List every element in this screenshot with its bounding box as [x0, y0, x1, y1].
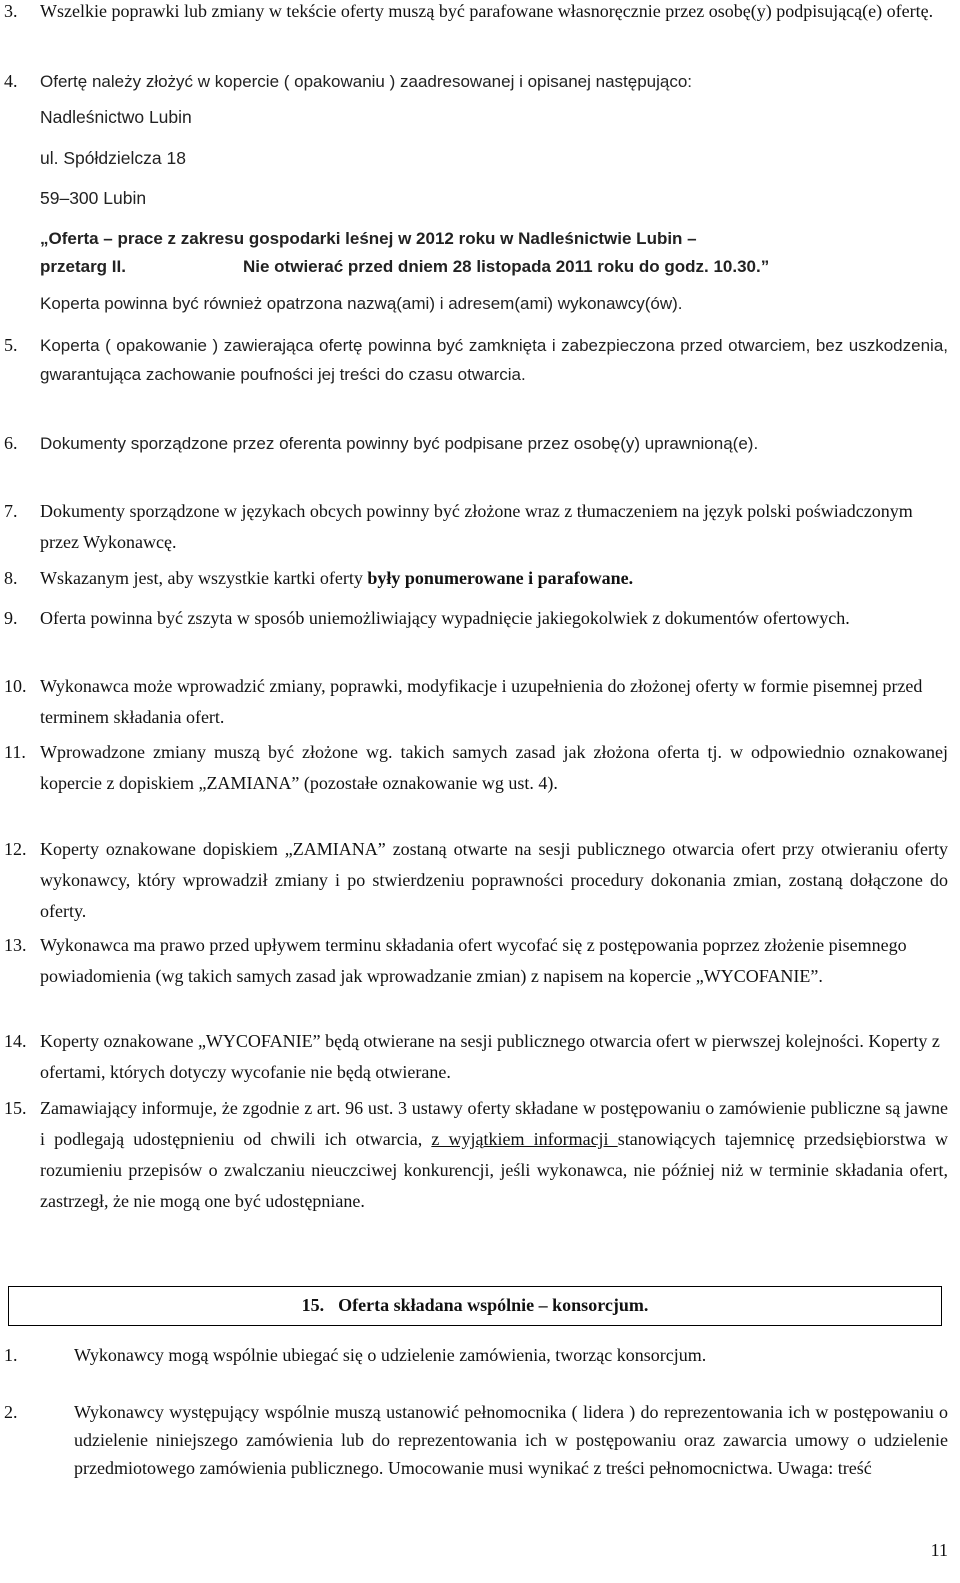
item-text: Ofertę należy złożyć w kopercie ( opakowaniu ) zaadresowanej i opisanej następująco:: [40, 72, 693, 91]
item-text: Wykonawca może wprowadzić zmiany, poprawki, modyfikacje i uzupełnienia do złożonej oferty w formie pisemnej przed terminem składania ofert.: [40, 676, 923, 727]
envelope-inscription-line-2a: przetarg II.: [40, 257, 126, 276]
list-item-11: [4, 737, 948, 799]
item-text: Wykonawca ma prawo przed upływem terminu składania ofert wycofać się z postępowania poprzez złożenie pisemnego powiadomienia (wg takich samych zasad jak wprowadzanie zmian) z napisem na kopercie „WYCOFANIE”.: [40, 935, 907, 986]
address-line-2: ul. Spółdzielcza 18: [40, 148, 186, 168]
item-text: Koperty oznakowane dopiskiem „ZAMIANA” zostaną otwarte na sesji publicznego otwarcia ofert przy otwieraniu oferty wykonawcy, który wprowadził zmiany i po stwierdzeniu poprawności procedury dokonania zmian, zostaną dołączone do oferty.: [40, 839, 948, 921]
item-number: 15.: [4, 1098, 27, 1118]
list-item-3: [4, 0, 948, 27]
item-number: 1.: [4, 1345, 18, 1365]
item-text-underlined: z wyjątkiem informacji: [431, 1129, 618, 1149]
item-number: 8.: [4, 568, 18, 588]
item-number: 9.: [4, 608, 18, 628]
envelope-inscription-line-2b: Nie otwierać przed dniem 28 listopada 2011 roku do godz. 10.30.”: [243, 257, 770, 276]
item-text: Wprowadzone zmiany muszą być złożone wg. takich samych zasad jak złożona oferta tj. w odpowiednio oznakowanej kopercie z dopiskiem „ZAMIANA” (pozostałe oznakowanie wg ust. 4).: [40, 742, 948, 793]
item-text: Koperta ( opakowanie ) zawierająca ofertę powinna być zamknięta i zabezpieczona przed otwarciem, bez uszkodzenia, gwarantująca zachowanie poufności jej treści do czasu otwarcia.: [40, 336, 948, 384]
section-item-2: [4, 1398, 948, 1482]
list-item-8: [4, 563, 948, 594]
list-item-15: [4, 1093, 948, 1217]
item-text: Oferta powinna być zszyta w sposób uniemożliwiający wypadnięcie jakiegokolwiek z dokumentów ofertowych.: [40, 608, 850, 628]
list-item-12: [4, 834, 948, 927]
list-item-9: [4, 603, 948, 634]
item-number: 2.: [4, 1402, 18, 1422]
address-line-3: 59–300 Lubin: [40, 188, 147, 208]
list-item-14: [4, 1026, 948, 1088]
item-number: 14.: [4, 1031, 27, 1051]
address-line-1: Nadleśnictwo Lubin: [40, 107, 192, 127]
section-title: Oferta składana wspólnie – konsorcjum.: [338, 1295, 649, 1315]
item-number: 7.: [4, 501, 18, 521]
section-heading-box: [8, 1286, 942, 1326]
item-number: 3.: [4, 1, 18, 21]
item-text: Wykonawcy mogą wspólnie ubiegać się o udzielenie zamówienia, tworząc konsorcjum.: [74, 1345, 707, 1365]
item-text-part-b: stanowiących tajemnicę przedsiębiorstwa w rozumieniu przepisów o zwalczaniu nieuczciwej konkurencji, jeśli wykonawca, nie później niż w terminie składania ofert, zastrzegł, że nie mogą one być udostępniane.: [40, 1129, 948, 1211]
page-number: 11: [930, 1540, 948, 1560]
item-text: Dokumenty sporządzone przez oferenta powinny być podpisane przez osobę(y) uprawnioną(e).: [40, 434, 759, 453]
item-text: Dokumenty sporządzone w językach obcych powinny być złożone wraz z tłumaczeniem na język polski poświadczonym przez Wykonawcę.: [40, 501, 913, 552]
item-text: Wykonawcy występujący wspólnie muszą ustanowić pełnomocnika ( lidera ) do reprezentowania ich w postępowaniu o udzielenie niniejszego zamówienia lub do reprezentowania ich w postępowaniu oraz zawarcia umowy o udzielenie przedmiotowego zamówienia publicznego. Umocowanie musi wynikać z treści pełnomocnictwa. Uwaga: treść: [74, 1402, 948, 1478]
item-number: 6.: [4, 433, 18, 453]
item-number: 4.: [4, 71, 18, 91]
item-number: 13.: [4, 935, 27, 955]
item-text-plain: Wskazanym jest, aby wszystkie kartki oferty: [40, 568, 368, 588]
list-item-10: [4, 671, 948, 733]
list-item-6: [4, 428, 948, 459]
list-item-13: [4, 930, 948, 992]
item-text: [40, 563, 948, 594]
item-text: [40, 1093, 948, 1217]
envelope-note: Koperta powinna być również opatrzona nazwą(ami) i adresem(ami) wykonawcy(ów).: [40, 294, 683, 313]
envelope-inscription-line-1: „Oferta – prace z zakresu gospodarki leśnej w 2012 roku w Nadleśnictwie Lubin –: [40, 229, 697, 248]
item-text: Koperty oznakowane „WYCOFANIE” będą otwierane na sesji publicznego otwarcia ofert w pierwszej kolejności. Koperty z ofertami, których dotyczy wycofanie nie będą otwierane.: [40, 1031, 940, 1082]
item-number: 11.: [4, 742, 26, 762]
item-number: 10.: [4, 676, 27, 696]
section-number: 15.: [301, 1295, 325, 1315]
list-item-5: [4, 331, 948, 389]
item-text-part-a: Zamawiający informuje, że zgodnie z art. 96 ust. 3 ustawy oferty składane w postępowaniu o zamówienie publiczne są jawne i podlegają udostępnieniu od chwili ich otwarcia,: [40, 1098, 948, 1149]
item-text: Wszelkie poprawki lub zmiany w tekście oferty muszą być parafowane własnoręcznie przez osobę(y) podpisującą(e) ofertę.: [40, 1, 934, 21]
list-item-4: [4, 66, 948, 97]
section-item-1: [4, 1341, 948, 1369]
item-text-bold: były ponumerowane i parafowane.: [367, 568, 634, 588]
list-item-7: [4, 496, 948, 558]
item-number: 12.: [4, 839, 27, 859]
item-number: 5.: [4, 335, 18, 355]
